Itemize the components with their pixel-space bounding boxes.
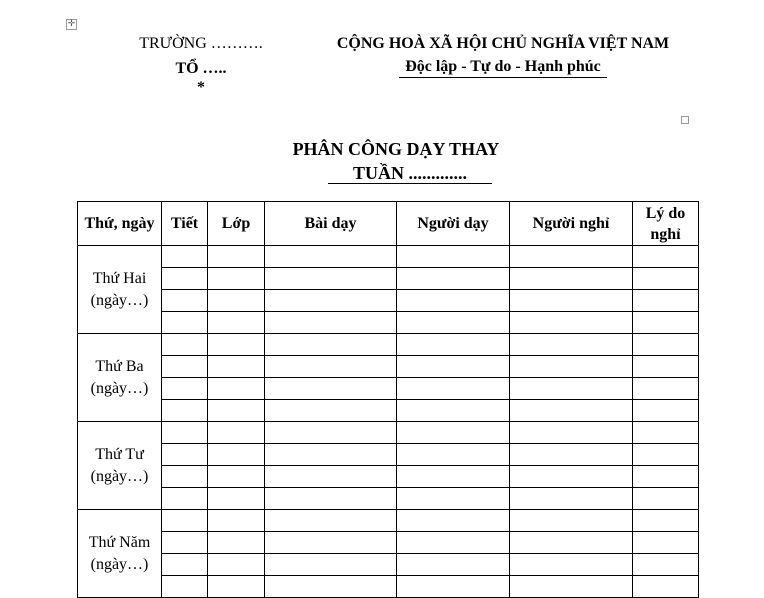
table-cell[interactable] (633, 290, 699, 312)
table-cell[interactable] (633, 488, 699, 510)
table-cell[interactable] (633, 312, 699, 334)
table-cell[interactable] (265, 554, 397, 576)
week-label: TUẦN ............. (328, 163, 492, 184)
table-cell[interactable] (397, 400, 510, 422)
table-cell[interactable] (633, 444, 699, 466)
table-cell[interactable] (397, 290, 510, 312)
table-cell[interactable] (633, 334, 699, 356)
table-cell[interactable] (510, 554, 633, 576)
table-cell[interactable] (633, 466, 699, 488)
table-cell[interactable] (208, 510, 265, 532)
table-cell[interactable] (265, 378, 397, 400)
table-cell[interactable] (633, 356, 699, 378)
table-cell[interactable] (397, 422, 510, 444)
table-cell[interactable] (633, 246, 699, 268)
table-cell[interactable] (265, 510, 397, 532)
table-cell[interactable] (208, 378, 265, 400)
table-cell[interactable] (510, 400, 633, 422)
table-cell[interactable] (265, 576, 397, 598)
table-cell[interactable] (397, 378, 510, 400)
table-row (78, 488, 699, 510)
table-cell[interactable] (510, 488, 633, 510)
table-cell[interactable] (510, 246, 633, 268)
table-row (78, 532, 699, 554)
school-name: TRƯỜNG ………. (139, 35, 263, 52)
table-cell[interactable] (510, 312, 633, 334)
table-cell[interactable] (397, 554, 510, 576)
table-cell[interactable] (208, 488, 265, 510)
table-cell[interactable] (510, 356, 633, 378)
table-cell[interactable] (208, 312, 265, 334)
table-cell[interactable] (208, 246, 265, 268)
table-cell[interactable] (162, 312, 208, 334)
table-cell[interactable] (397, 510, 510, 532)
table-cell[interactable] (265, 356, 397, 378)
table-cell[interactable] (265, 488, 397, 510)
header-star: * (197, 79, 205, 96)
table-cell[interactable] (162, 466, 208, 488)
table-cell[interactable] (162, 444, 208, 466)
table-cell[interactable] (265, 532, 397, 554)
table-cell[interactable] (633, 510, 699, 532)
table-cell[interactable] (162, 268, 208, 290)
table-cell[interactable] (633, 422, 699, 444)
col-header-absent-teacher: Người nghỉ (510, 202, 633, 246)
table-cell[interactable] (162, 554, 208, 576)
country-name: CỘNG HOÀ XÃ HỘI CHỦ NGHĨA VIỆT NAM (336, 35, 670, 52)
table-cell[interactable] (265, 444, 397, 466)
table-cell[interactable] (510, 444, 633, 466)
table-cell[interactable] (208, 444, 265, 466)
table-cell[interactable] (510, 532, 633, 554)
table-cell[interactable] (208, 356, 265, 378)
table-row (78, 510, 699, 532)
table-cell[interactable] (633, 378, 699, 400)
table-cell[interactable] (208, 290, 265, 312)
group-name: TỔ ….. (175, 60, 227, 77)
table-cell[interactable] (208, 422, 265, 444)
table-cell[interactable] (397, 532, 510, 554)
table-row (78, 576, 699, 598)
substitution-table (77, 201, 699, 598)
table-row (78, 312, 699, 334)
table-cell[interactable] (397, 356, 510, 378)
table-cell[interactable] (265, 268, 397, 290)
table-row (78, 422, 699, 444)
table-cell[interactable] (265, 466, 397, 488)
table-cell[interactable] (510, 334, 633, 356)
table-cell[interactable] (208, 532, 265, 554)
table-cell[interactable] (162, 334, 208, 356)
table-row (78, 466, 699, 488)
day-cell[interactable]: Thứ Năm (ngày…) (78, 510, 162, 598)
table-cell[interactable] (633, 554, 699, 576)
table-cell[interactable] (397, 268, 510, 290)
table-cell[interactable] (633, 268, 699, 290)
table-resize-handle-icon[interactable] (681, 116, 689, 124)
table-cell[interactable] (510, 466, 633, 488)
table-cell[interactable] (633, 400, 699, 422)
table-row (78, 356, 699, 378)
table-cell[interactable] (510, 378, 633, 400)
table-row (78, 334, 699, 356)
table-cell[interactable] (208, 554, 265, 576)
table-cell[interactable] (162, 532, 208, 554)
col-header-lesson: Bài dạy (265, 202, 397, 246)
table-cell[interactable] (162, 422, 208, 444)
table-cell[interactable] (510, 510, 633, 532)
table-cell[interactable] (162, 378, 208, 400)
table-cell[interactable] (162, 510, 208, 532)
table-cell[interactable] (633, 532, 699, 554)
table-cell[interactable] (397, 312, 510, 334)
col-header-day: Thứ, ngày (78, 202, 162, 246)
table-cell[interactable] (162, 488, 208, 510)
table-cell[interactable] (208, 466, 265, 488)
table-cell[interactable] (162, 290, 208, 312)
table-cell[interactable] (633, 576, 699, 598)
table-cell[interactable] (510, 576, 633, 598)
table-body (78, 246, 699, 598)
table-row (78, 400, 699, 422)
table-row (78, 268, 699, 290)
col-header-reason: Lý do nghỉ (633, 202, 699, 246)
day-cell[interactable]: Thứ Ba (ngày…) (78, 334, 162, 422)
table-cell[interactable] (397, 246, 510, 268)
table-cell[interactable] (397, 466, 510, 488)
table-move-handle-icon[interactable]: ✛ (67, 19, 76, 29)
motto: Độc lập - Tự do - Hạnh phúc (399, 58, 607, 78)
col-header-class: Lớp (208, 202, 265, 246)
table-cell[interactable] (162, 400, 208, 422)
table-cell[interactable] (265, 290, 397, 312)
table-row (78, 444, 699, 466)
table-row (78, 246, 699, 268)
table-cell[interactable] (510, 422, 633, 444)
table-cell[interactable] (265, 400, 397, 422)
table-cell[interactable] (162, 576, 208, 598)
table-row (78, 290, 699, 312)
table-cell[interactable] (208, 268, 265, 290)
table-cell[interactable] (162, 356, 208, 378)
table-cell[interactable] (208, 334, 265, 356)
document-title: PHÂN CÔNG DẠY THAY (292, 139, 500, 159)
table-cell[interactable] (265, 312, 397, 334)
day-cell[interactable]: Thứ Hai (ngày…) (78, 246, 162, 334)
day-cell[interactable]: Thứ Tư (ngày…) (78, 422, 162, 510)
table-cell[interactable] (397, 334, 510, 356)
table-cell[interactable] (265, 422, 397, 444)
table-cell[interactable] (265, 246, 397, 268)
table-cell[interactable] (510, 268, 633, 290)
table-row (78, 378, 699, 400)
table-cell[interactable] (208, 400, 265, 422)
motto-wrapper (318, 58, 688, 78)
col-header-period: Tiết (162, 202, 208, 246)
table-cell[interactable] (397, 444, 510, 466)
table-cell[interactable] (397, 576, 510, 598)
table-cell[interactable] (265, 334, 397, 356)
table-row (78, 554, 699, 576)
table-cell[interactable] (208, 576, 265, 598)
table-cell[interactable] (397, 488, 510, 510)
table-cell[interactable] (162, 246, 208, 268)
col-header-teacher: Người dạy (397, 202, 510, 246)
table-cell[interactable] (510, 290, 633, 312)
